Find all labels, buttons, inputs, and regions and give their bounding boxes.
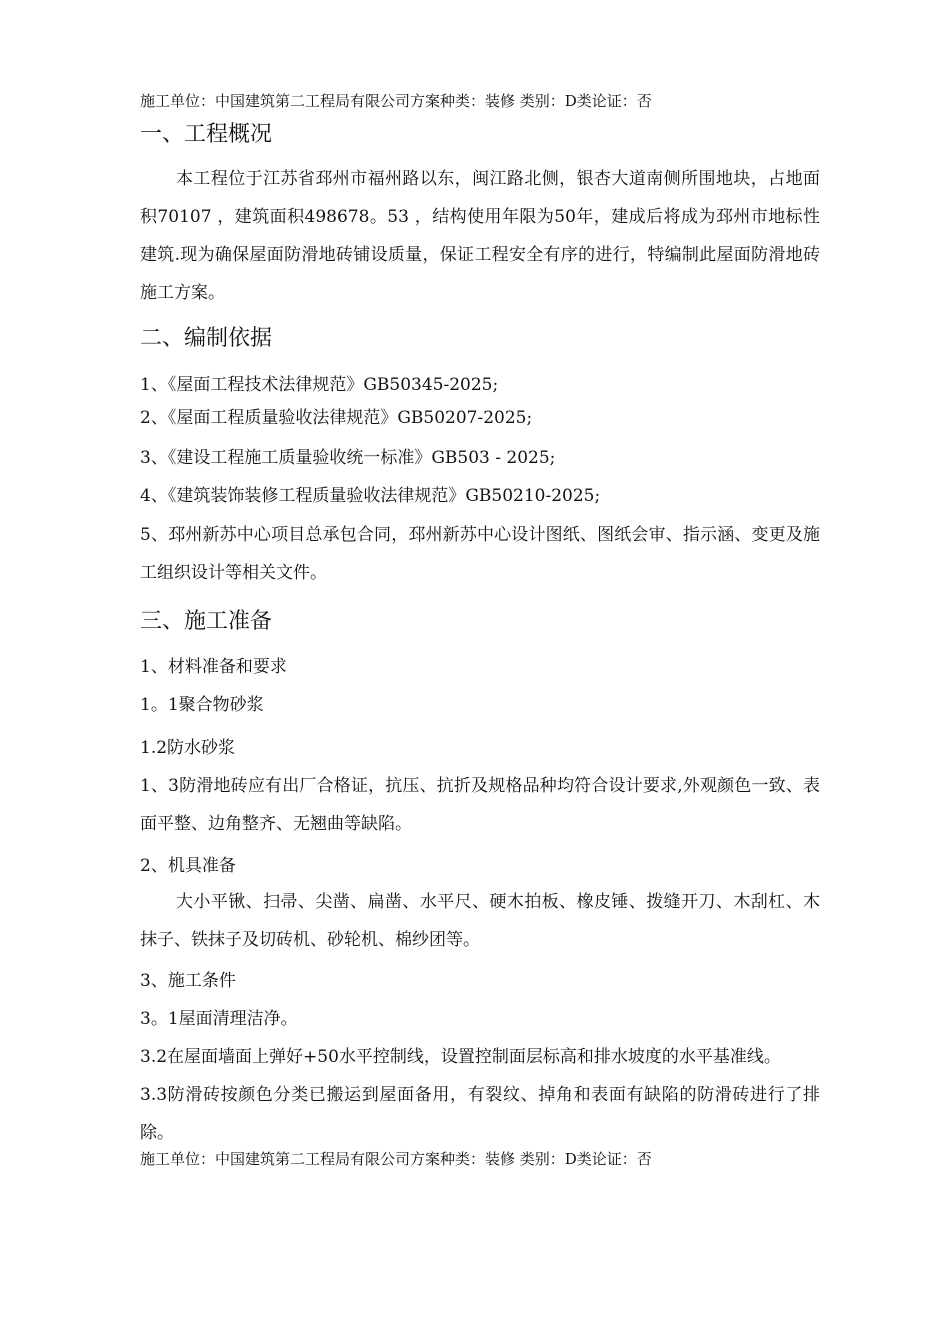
section-title-preparation: 三、施工准备	[140, 609, 273, 634]
page-header: 施工单位：中国建筑第二工程局有限公司方案种类：装修 类别：D类论证：否	[140, 92, 652, 110]
conditions-item: 3。1屋面清理洁净。	[140, 1009, 298, 1029]
material-item: 1。1聚合物砂浆	[140, 695, 264, 715]
equipment-paragraph: 大小平锹、扫帚、尖凿、扁凿、水平尺、硬木拍板、橡皮锤、拨缝开刀、木刮杠、木抹子、铁抹子及切砖机、砂轮机、棉纱团等。	[140, 892, 820, 950]
material-heading: 1、材料准备和要求	[140, 657, 287, 677]
basis-item: 2、《屋面工程质量验收法律规范》GB50207-2025;	[140, 408, 533, 428]
material-item: 1、3防滑地砖应有出厂合格证，抗压、抗折及规格品种均符合设计要求,外观颜色一致、表面平整、边角整齐、无翘曲等缺陷。	[140, 776, 820, 834]
section-title-basis: 二、编制依据	[140, 326, 273, 351]
basis-item: 4、《建筑装饰装修工程质量验收法律规范》GB50210-2025;	[140, 486, 601, 506]
conditions-item: 3.2在屋面墙面上弹好+50水平控制线，设置控制面层标高和排水坡度的水平基准线。	[140, 1047, 781, 1067]
section-title-overview: 一、工程概况	[140, 122, 273, 147]
conditions-heading: 3、施工条件	[140, 971, 236, 991]
conditions-item: 3.3防滑砖按颜色分类已搬运到屋面备用，有裂纹、掉角和表面有缺陷的防滑砖进行了排除。	[140, 1085, 820, 1143]
page-footer: 施工单位：中国建筑第二工程局有限公司方案种类：装修 类别：D类论证：否	[140, 1150, 652, 1168]
basis-item: 3、《建设工程施工质量验收统一标准》GB503 - 2025;	[140, 448, 556, 468]
material-item: 1.2防水砂浆	[140, 738, 236, 758]
basis-item: 1、《屋面工程技术法律规范》GB50345-2025;	[140, 375, 499, 395]
basis-item: 5、邳州新苏中心项目总承包合同，邳州新苏中心设计图纸、图纸会审、指示涵、变更及施工组织设计等相关文件。	[140, 525, 820, 583]
equipment-heading: 2、机具准备	[140, 856, 236, 876]
overview-paragraph: 本工程位于江苏省邳州市福州路以东，闽江路北侧，银杏大道南侧所围地块，占地面积70107 ，建筑面积498678。53 ，结构使用年限为50年，建成后将成为邳州市地标性建筑.现为确保屋面防滑地砖铺设质量，保证工程安全有序的进行，特编制此屋面防滑地砖施工方案。	[140, 169, 820, 303]
